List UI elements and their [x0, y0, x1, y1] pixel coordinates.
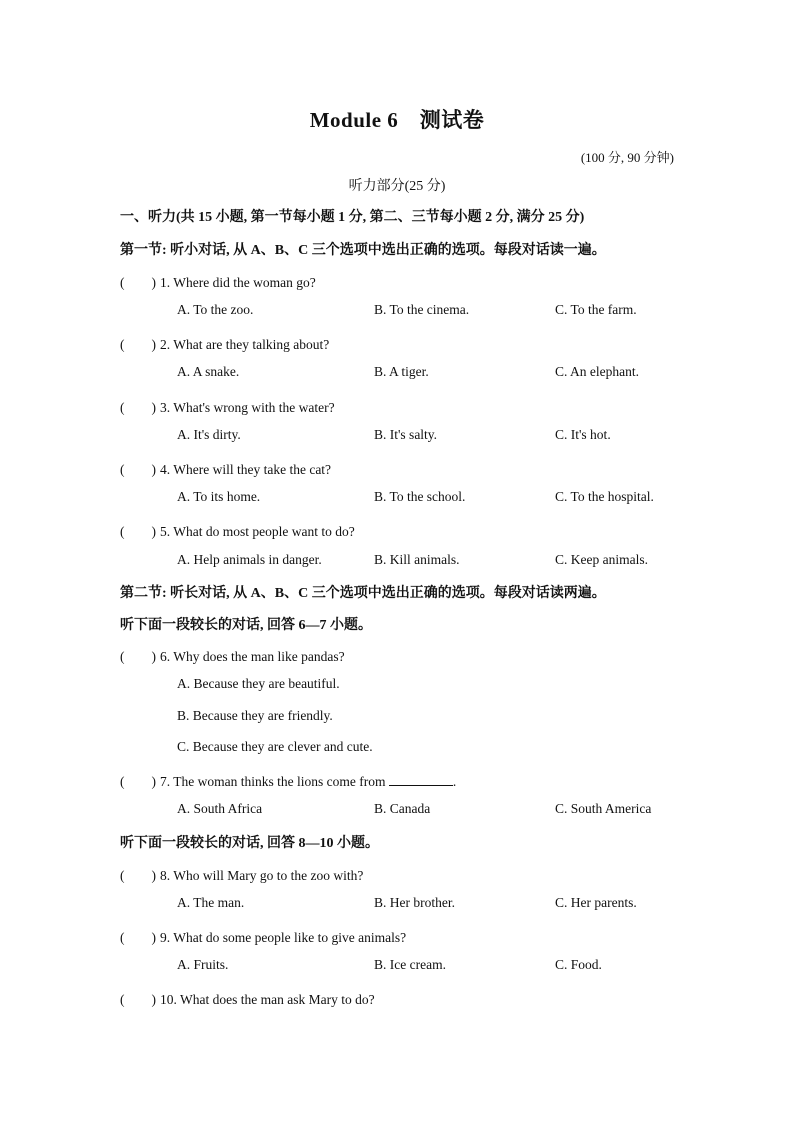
answer-blank[interactable]: ( ) — [120, 930, 156, 945]
option-c: C. Keep animals. — [555, 552, 648, 567]
question-stem: 5. What do most people want to do? — [160, 524, 355, 539]
option-a: A. Help animals in danger. — [177, 552, 322, 567]
option-c: C. To the hospital. — [555, 489, 654, 504]
question-1 — [120, 271, 316, 291]
option-b: B. Kill animals. — [374, 552, 460, 567]
question-stem: 6. Why does the man like pandas? — [160, 649, 345, 664]
option-a: A. To the zoo. — [177, 302, 254, 317]
answer-blank[interactable]: ( ) — [120, 400, 156, 415]
answer-blank[interactable]: ( ) — [120, 337, 156, 352]
fill-in-blank[interactable] — [389, 773, 453, 786]
option-b: B. Her brother. — [374, 895, 455, 910]
option-b: B. To the cinema. — [374, 302, 470, 317]
option-b: B. Canada — [374, 801, 431, 816]
question-2 — [120, 333, 329, 353]
part-title: 听力部分(25 分) — [348, 179, 446, 194]
option-a: A. Because they are beautiful. — [177, 676, 340, 691]
question-stem: 10. What does the man ask Mary to do? — [160, 992, 375, 1007]
page-title: Module 6 测试卷 — [309, 108, 485, 132]
option-c: C. Because they are clever and cute. — [177, 739, 373, 754]
answer-blank[interactable]: ( ) — [120, 868, 156, 883]
score-time-note: (100 分, 90 分钟) — [580, 150, 674, 165]
option-a: A. To its home. — [177, 489, 261, 504]
question-stem: 9. What do some people like to give animals? — [160, 930, 407, 945]
option-b: B. Because they are friendly. — [177, 708, 333, 723]
answer-blank[interactable]: ( ) — [120, 524, 156, 539]
option-a: A. It's dirty. — [177, 427, 241, 442]
option-c: C. An elephant. — [555, 364, 639, 379]
question-stem: 3. What's wrong with the water? — [160, 400, 335, 415]
answer-blank[interactable]: ( ) — [120, 774, 156, 789]
answer-blank[interactable]: ( ) — [120, 649, 156, 664]
option-c: C. Food. — [555, 957, 602, 972]
section1-heading: 第一节: 听小对话, 从 A、B、C 三个选项中选出正确的选项。每段对话读一遍。 — [120, 243, 606, 258]
question-stem: 2. What are they talking about? — [160, 337, 330, 352]
option-a: A. Fruits. — [177, 957, 229, 972]
question-7: ( ) 7. The woman thinks the lions come from . — [120, 770, 456, 790]
option-b: B. It's salty. — [374, 427, 438, 442]
question-8 — [120, 864, 363, 884]
question-4 — [120, 458, 331, 478]
option-a: A. South Africa — [177, 801, 263, 816]
section-heading-listening: 一、听力(共 15 小题, 第一节每小题 1 分, 第二、三节每小题 2 分, 满分 25 分) — [120, 210, 585, 225]
option-c: C. It's hot. — [555, 427, 611, 442]
question-stem: 7. The woman thinks the lions come from — [160, 774, 386, 789]
question-stem: 8. Who will Mary go to the zoo with? — [160, 868, 364, 883]
question-6 — [120, 645, 345, 665]
question-stem: 1. Where did the woman go? — [160, 275, 316, 290]
option-a: A. The man. — [177, 895, 245, 910]
question-3 — [120, 396, 335, 416]
question-10 — [120, 988, 375, 1008]
option-b: B. To the school. — [374, 489, 466, 504]
section2-intro-8-10: 听下面一段较长的对话, 回答 8—10 小题。 — [120, 836, 379, 851]
option-c: C. To the farm. — [555, 302, 637, 317]
answer-blank[interactable]: ( ) — [120, 992, 156, 1007]
option-c: C. South America — [555, 801, 652, 816]
option-b: B. A tiger. — [374, 364, 429, 379]
option-b: B. Ice cream. — [374, 957, 446, 972]
answer-blank[interactable]: ( ) — [120, 462, 156, 477]
answer-blank[interactable]: ( ) — [120, 275, 156, 290]
section2-intro-6-7: 听下面一段较长的对话, 回答 6—7 小题。 — [120, 618, 372, 633]
section2-heading: 第二节: 听长对话, 从 A、B、C 三个选项中选出正确的选项。每段对话读两遍。 — [120, 586, 606, 601]
question-9 — [120, 926, 406, 946]
option-c: C. Her parents. — [555, 895, 637, 910]
question-5 — [120, 520, 355, 540]
question-stem: 4. Where will they take the cat? — [160, 462, 332, 477]
option-a: A. A snake. — [177, 364, 240, 379]
